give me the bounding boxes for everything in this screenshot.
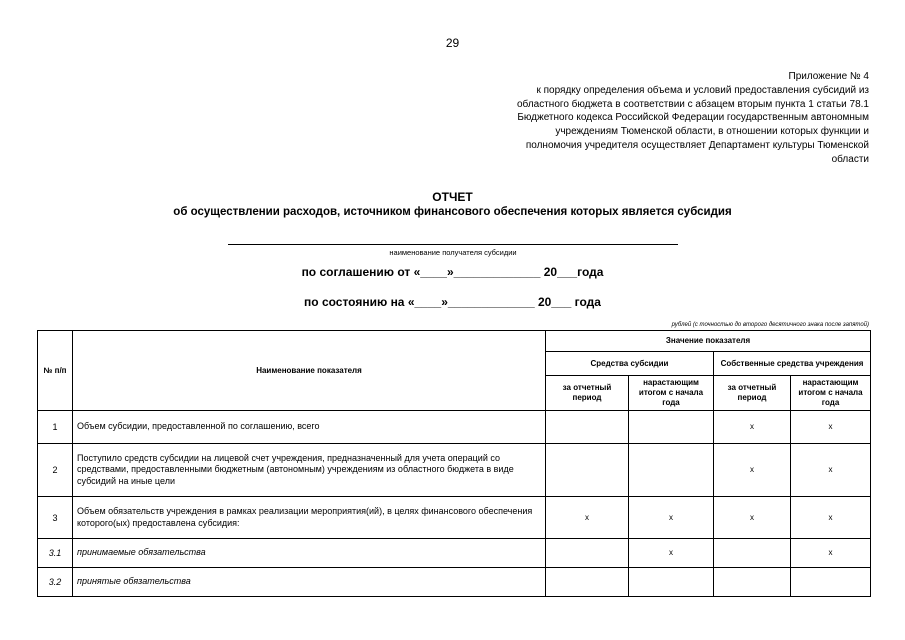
header-value: Значение показателя	[546, 331, 871, 352]
value-cell: x	[714, 444, 791, 497]
appendix-line: Приложение № 4	[788, 71, 869, 82]
value-cell: x	[629, 539, 714, 568]
appendix-header	[429, 70, 869, 167]
header-cumulative: нарастающим итогом с начала года	[791, 376, 871, 411]
row-number: 2	[38, 444, 73, 497]
page-number: 29	[445, 36, 460, 50]
value-cell	[546, 411, 629, 444]
value-cell: x	[791, 411, 871, 444]
value-cell: x	[714, 411, 791, 444]
appendix-line: области	[831, 153, 869, 165]
report-subtitle: об осуществлении расходов, источником финансового обеспечения которых является субсидия	[173, 206, 732, 218]
units-note: рублей (с точностью до второго десятичного знака после запятой)	[671, 322, 869, 328]
row-number: 3.1	[38, 539, 73, 568]
value-cell	[546, 568, 629, 597]
table-row	[38, 497, 871, 539]
appendix-line: областного бюджета в соответствии с абзацем вторым пункта 1 статьи 78.1	[516, 98, 869, 110]
row-name: Объем субсидии, предоставленной по соглашению, всего	[73, 411, 546, 444]
value-cell: x	[714, 497, 791, 539]
appendix-line: учреждениям Тюменской области, в отношении которых функции и	[555, 126, 869, 138]
value-cell	[629, 568, 714, 597]
value-cell: x	[791, 444, 871, 497]
row-number: 3.2	[38, 568, 73, 597]
value-cell: x	[791, 497, 871, 539]
row-name: принимаемые обязательства	[73, 539, 546, 568]
header-cumulative: нарастающим итогом с начала года	[629, 376, 714, 411]
report-table	[37, 330, 871, 597]
header-period: за отчетный период	[546, 376, 629, 411]
state-date-line: по состоянию на «____»_____________ 20___ года	[304, 295, 601, 309]
value-cell	[546, 539, 629, 568]
header-num: № п/п	[38, 331, 73, 411]
agreement-line: по соглашению от «____»_____________ 20___года	[301, 265, 604, 279]
table-row	[38, 444, 871, 497]
appendix-line: к порядку определения объема и условий предоставления субсидий из	[536, 84, 869, 96]
value-cell	[629, 444, 714, 497]
value-cell	[714, 568, 791, 597]
value-cell	[791, 568, 871, 597]
value-cell: x	[629, 497, 714, 539]
row-name: Поступило средств субсидии на лицевой счет учреждения, предназначенный для учета операций со средствами, предоставленными бюджетным (автономным) учреждениям из областного бюджета в виде субсидий на иные цели	[73, 444, 546, 497]
recipient-caption: наименование получателя субсидии	[389, 248, 517, 257]
row-name: Объем обязательств учреждения в рамках реализации мероприятия(ий), в целях финансового обеспечения которого(ых) предоставлена субсидия:	[73, 497, 546, 539]
row-name: принятые обязательства	[73, 568, 546, 597]
row-number: 3	[38, 497, 73, 539]
appendix-line: полномочия учредителя осуществляет Департамент культуры Тюменской	[525, 139, 869, 151]
table-row	[38, 539, 871, 568]
table-row	[38, 568, 871, 597]
recipient-line	[228, 244, 678, 245]
header-subsidy: Средства субсидии	[546, 352, 714, 376]
header-name: Наименование показателя	[73, 331, 546, 411]
value-cell	[629, 411, 714, 444]
value-cell: x	[791, 539, 871, 568]
value-cell	[546, 444, 629, 497]
value-cell: x	[546, 497, 629, 539]
header-period: за отчетный период	[714, 376, 791, 411]
table-row	[38, 411, 871, 444]
value-cell	[714, 539, 791, 568]
row-number: 1	[38, 411, 73, 444]
header-own-funds: Собственные средства учреждения	[714, 352, 871, 376]
appendix-line: Бюджетного кодекса Российской Федерации государственным автономным	[517, 112, 869, 124]
report-title: ОТЧЕТ	[432, 190, 473, 204]
